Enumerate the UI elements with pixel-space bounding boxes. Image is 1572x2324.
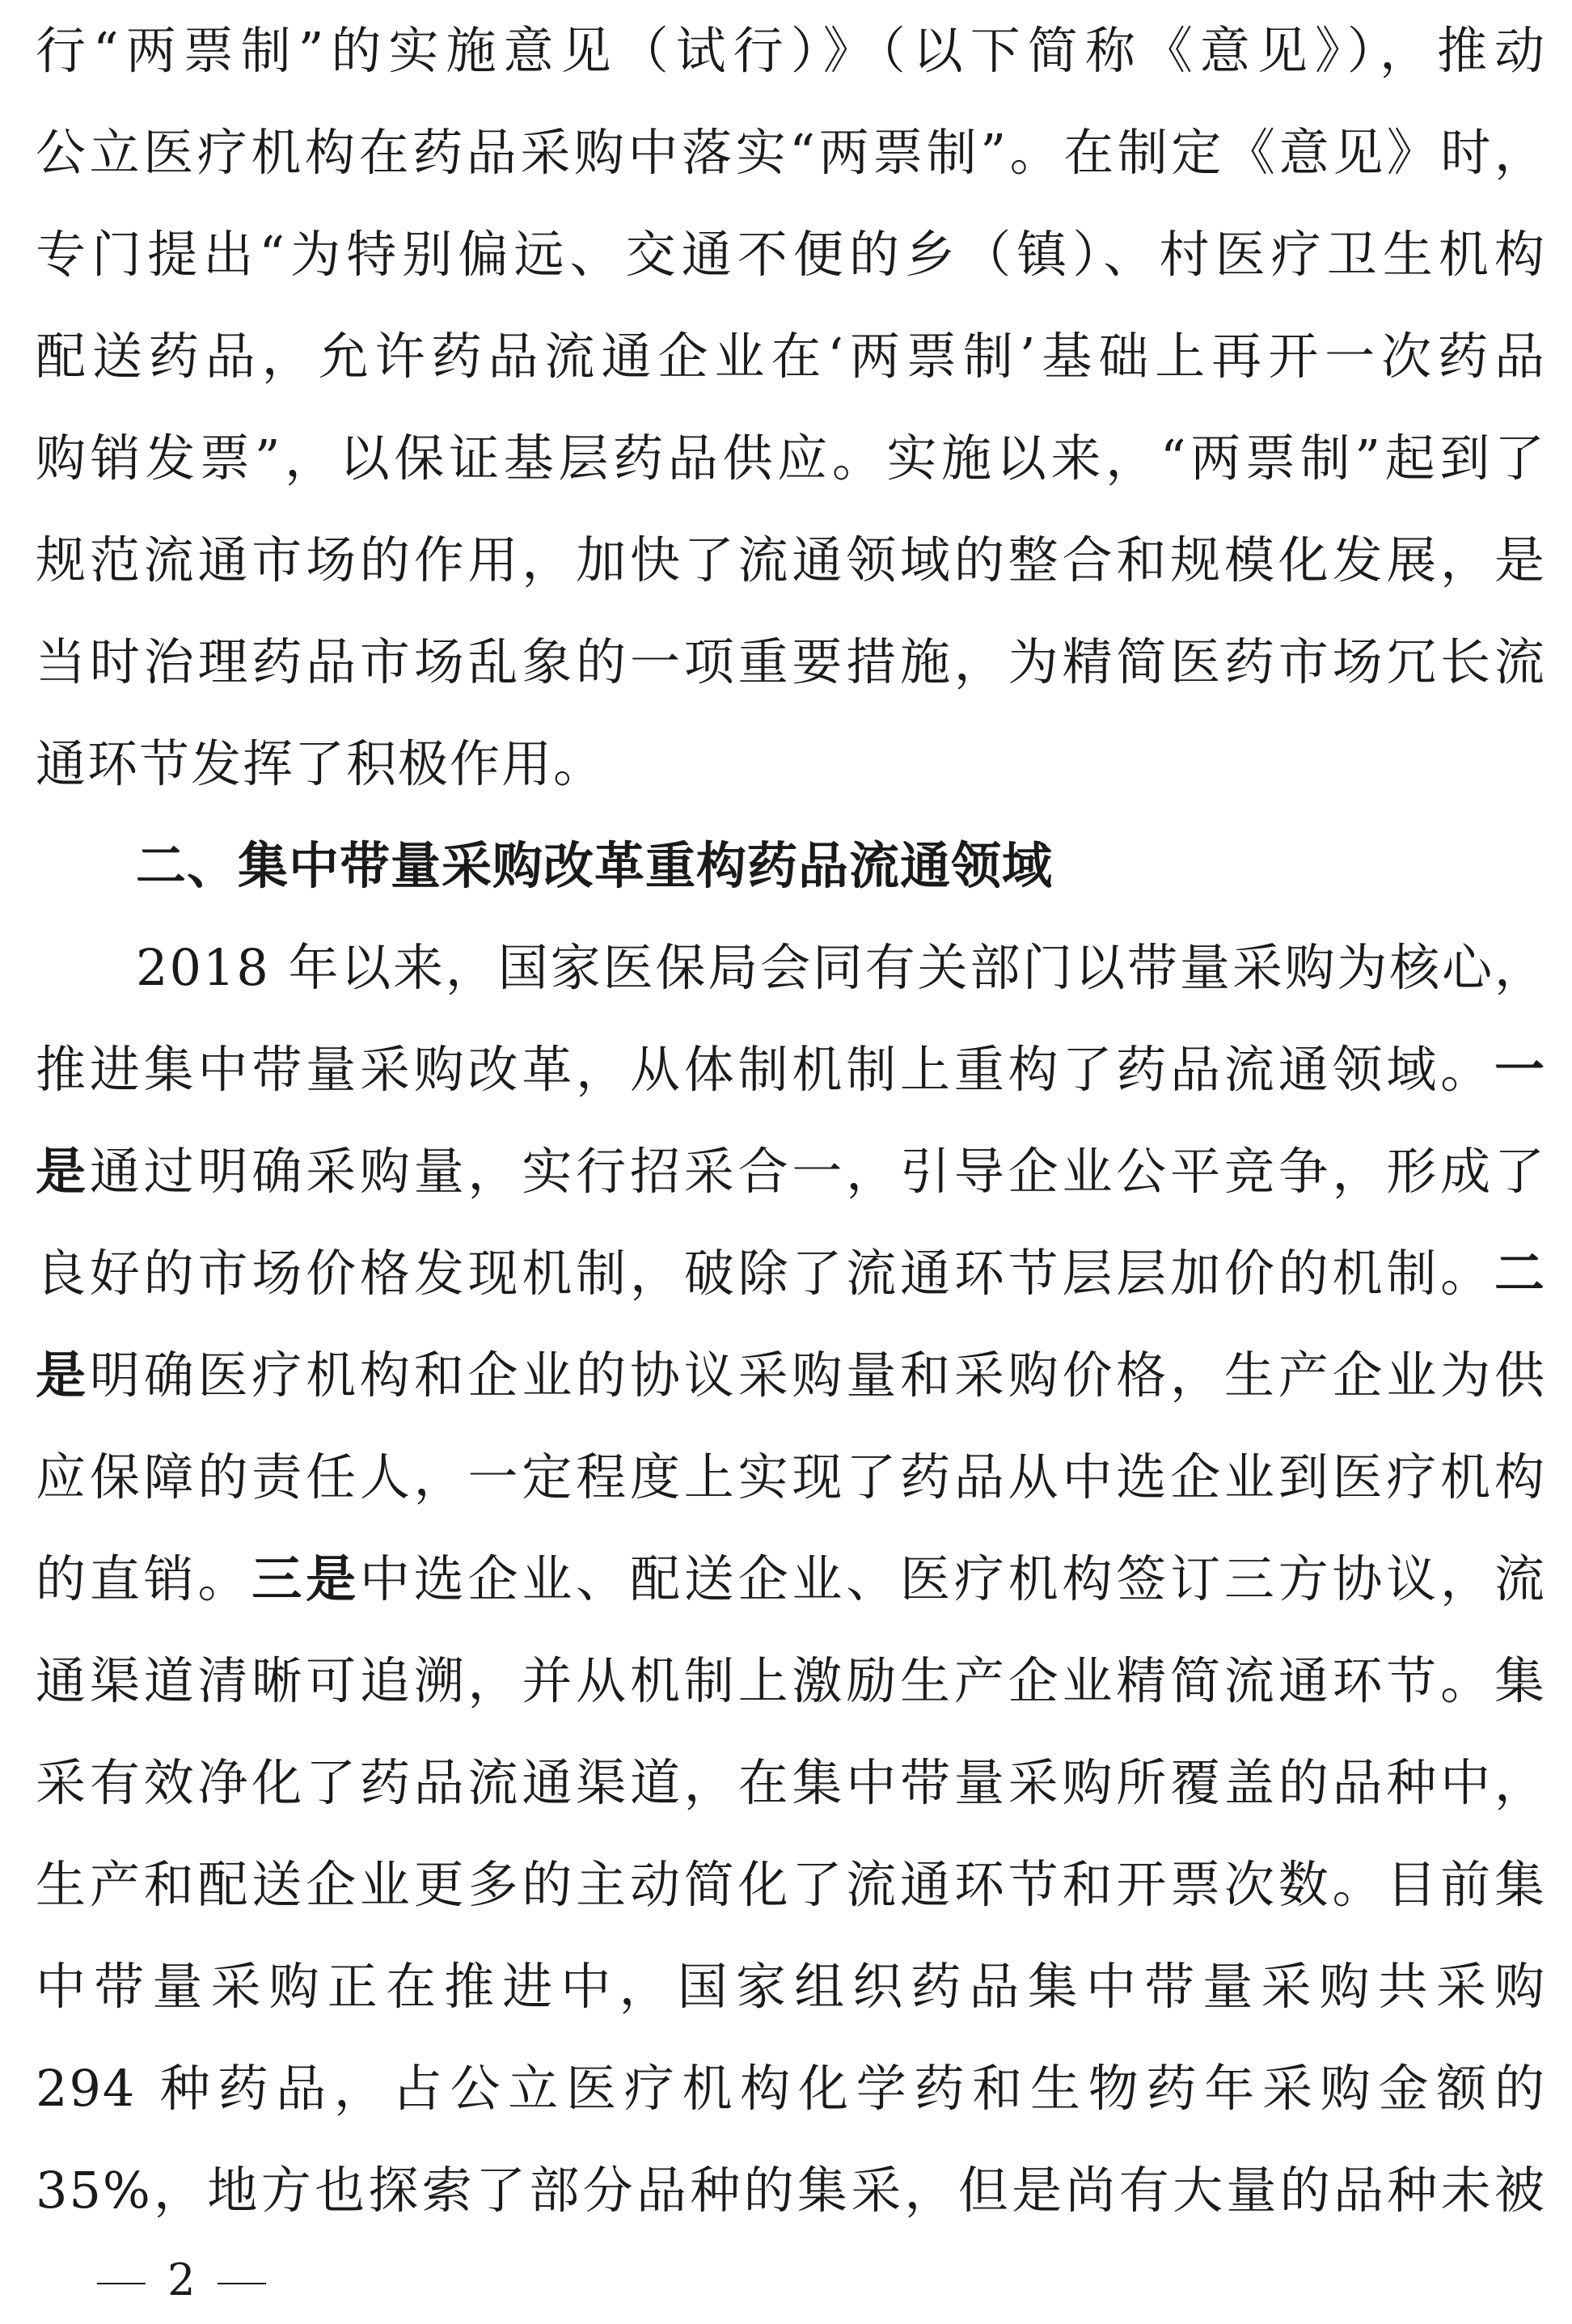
document-body [36, 0, 1546, 2242]
paragraph-line: 当时治理药品市场乱象的一项重要措施，为精简医药市场冗长流 [36, 632, 1546, 691]
paragraph-line: 配送药品，允许药品流通企业在‘两票制’基础上再开一次药品 [36, 327, 1546, 386]
line-text: 的直销。 [36, 1549, 252, 1608]
line-text: 推进集中带量采购改革，从体制机制上重构了药品流通领域。 [36, 1040, 1494, 1099]
page-number: 2 [167, 2254, 196, 2305]
bold-marker: 是 [36, 1142, 90, 1201]
paragraph-line: 专门提出“为特别偏远、交通不便的乡（镇）、村医疗卫生机构 [36, 225, 1546, 284]
page-footer [89, 2256, 274, 2305]
footer-dash-left [97, 2283, 146, 2284]
line-text: 中选企业、配送企业、医疗机构签订三方协议，流 [359, 1549, 1546, 1608]
line-text: 良好的市场价格发现机制，破除了流通环节层层加价的机制。 [36, 1244, 1494, 1303]
paragraph-line: 规范流通市场的作用，加快了流通领域的整合和规模化发展，是 [36, 530, 1546, 589]
paragraph-line [36, 1121, 1546, 1223]
paragraph-line: 购销发票”，以保证基层药品供应。实施以来，“两票制”起到了 [36, 429, 1546, 488]
paragraph-line: 公立医疗机构在药品采购中落实“两票制”。在制定《意见》时， [36, 123, 1546, 182]
paragraph-line: 生产和配送企业更多的主动简化了流通环节和开票次数。目前集 [36, 1855, 1546, 1914]
bold-marker: 是 [36, 1346, 90, 1405]
paragraph-line: 行“两票制”的实施意见（试行）》（以下简称《意见》），推动 [36, 21, 1546, 80]
footer-dash-right [218, 2283, 266, 2284]
paragraph-line: 中带量采购正在推进中，国家组织药品集中带量采购共采购 [36, 1957, 1546, 2016]
paragraph-line: 采有效净化了药品流通渠道，在集中带量采购所覆盖的品种中， [36, 1753, 1546, 1812]
paragraph-line [36, 1528, 1546, 1630]
bold-marker: 三是 [251, 1549, 360, 1608]
line-text: 通过明确采购量，实行招采合一，引导企业公平竞争，形成了 [89, 1142, 1546, 1201]
document-page [36, 0, 1546, 2242]
paragraph-line: 35%，地方也探索了部分品种的集采，但是尚有大量的品种未被 [36, 2161, 1546, 2220]
paragraph-line: 2018 年以来，国家医保局会同有关部门以带量采购为核心， [136, 938, 1546, 997]
section-heading: 二、集中带量采购改革重构药品流通领域 [136, 836, 1054, 895]
line-text: 明确医疗机构和企业的协议采购量和采购价格，生产企业为供 [89, 1346, 1546, 1405]
paragraph-line: 通环节发挥了积极作用。 [36, 734, 606, 793]
bold-marker: 二 [1494, 1244, 1546, 1303]
paragraph-line: 应保障的责任人，一定程度上实现了药品从中选企业到医疗机构 [36, 1447, 1546, 1506]
paragraph-line [36, 1223, 1546, 1325]
bold-marker: 一 [1494, 1040, 1546, 1099]
paragraph-line: 294 种药品，占公立医疗机构化学药和生物药年采购金额的 [36, 2059, 1546, 2118]
paragraph-line [36, 1325, 1546, 1426]
paragraph-line [36, 1019, 1546, 1121]
paragraph-line: 通渠道清晰可追溯，并从机制上激励生产企业精简流通环节。集 [36, 1651, 1546, 1710]
